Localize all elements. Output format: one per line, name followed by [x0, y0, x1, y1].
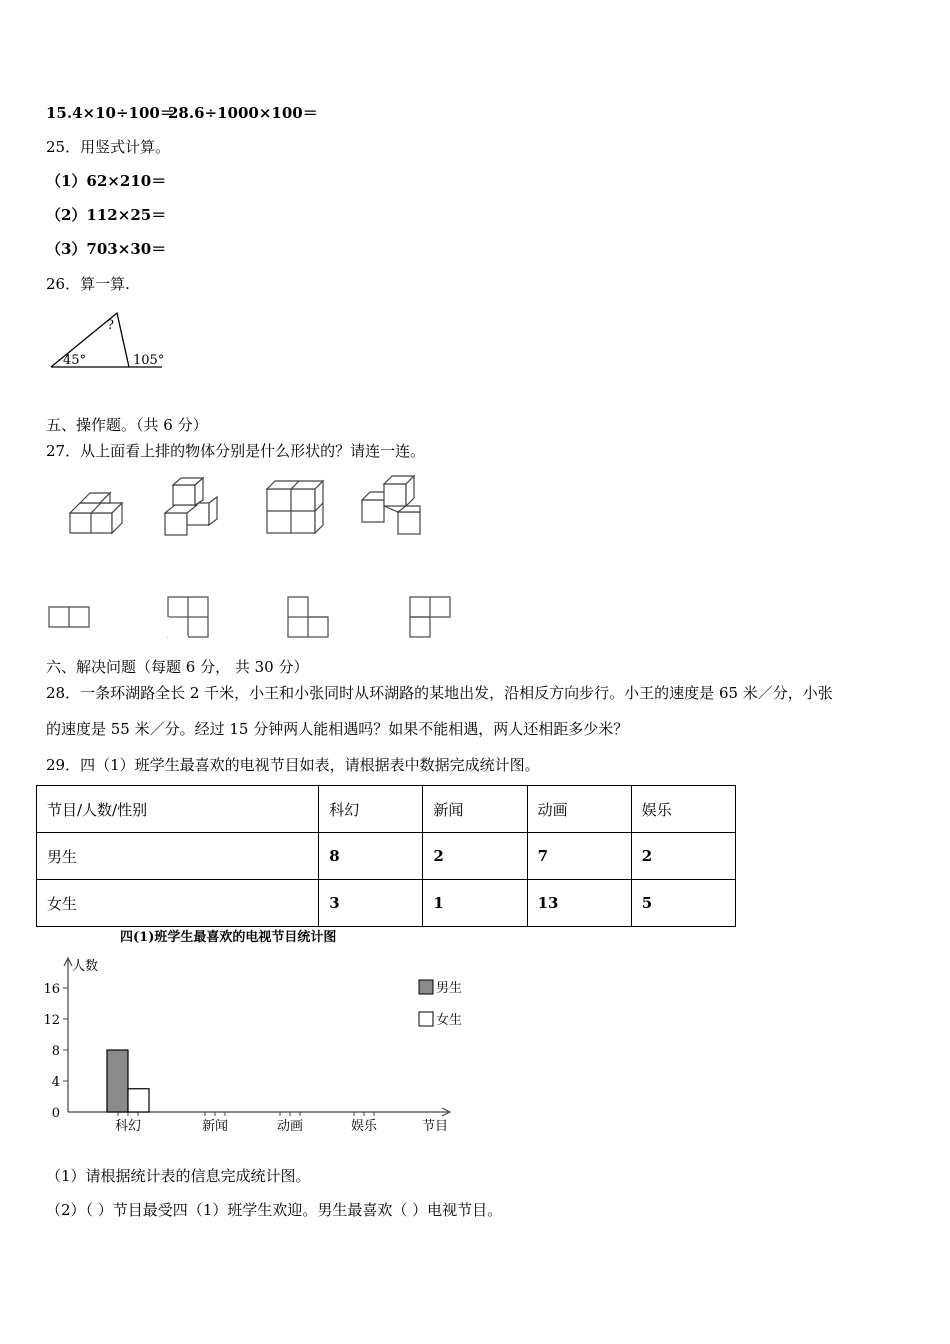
table-header-row — [37, 786, 736, 833]
q25-item-2: （2）112×25＝ — [46, 206, 167, 224]
legend-swatch-girls — [419, 1012, 433, 1026]
legend-label-girls: 女生 — [436, 1013, 463, 1028]
table-row-label: 女生 — [37, 880, 319, 927]
top-view-4 — [410, 597, 450, 637]
table-cell: 3 — [319, 880, 423, 927]
table-cell: 7 — [527, 833, 631, 880]
legend-label-boys: 男生 — [436, 981, 463, 996]
q28-line1: 28．一条环湖路全长 2 千米，小王和小张同时从环湖路的某地出发，沿相反方向步行。小王的速度是 65 米／分，小张 — [46, 684, 833, 702]
q26-title: 26．算一算. — [46, 275, 130, 293]
q29-sub1: （1）请根据统计表的信息完成统计图。 — [46, 1167, 311, 1185]
chart-title: 四(1)班学生最喜欢的电视节目统计图 — [120, 930, 337, 945]
cube-figures — [60, 470, 440, 540]
q27-title: 27．从上面看上排的物体分别是什么形状的？请连一连。 — [46, 442, 426, 460]
bar-boys — [107, 1050, 128, 1112]
legend-swatch-boys — [419, 980, 433, 994]
q24-expr1: 15.4×10÷100＝ — [46, 104, 175, 122]
triangle-angle-right: 105° — [133, 353, 165, 368]
table-header-cell: 动画 — [527, 786, 631, 833]
table-cell: 5 — [631, 880, 735, 927]
cube-figure-1 — [70, 493, 122, 533]
x-tick-label: 动画 — [276, 1119, 304, 1134]
y-tick-label: 8 — [51, 1044, 60, 1059]
table-row — [37, 880, 736, 927]
x-tick-label: 科幻 — [114, 1119, 142, 1134]
y-tick-label: 16 — [43, 982, 60, 997]
x-tick-label: 娱乐 — [350, 1119, 378, 1134]
q24-expr2: 28.6÷1000×100＝ — [168, 104, 318, 122]
table-cell: 8 — [319, 833, 423, 880]
table-cell: 2 — [423, 833, 527, 880]
section5-title: 五、操作题。（共 6 分） — [46, 416, 208, 434]
top-view-2 — [168, 597, 208, 637]
table-cell: 13 — [527, 880, 631, 927]
q25-title: 25．用竖式计算。 — [46, 138, 171, 156]
triangle-angle-left: 45° — [63, 353, 87, 368]
table-cell: 2 — [631, 833, 735, 880]
chart-ylabel: 人数 — [72, 959, 99, 974]
chart-xlabel: 节目 — [422, 1119, 449, 1134]
q29-title: 29．四（1）班学生最喜欢的电视节目如表，请根据表中数据完成统计图。 — [46, 756, 540, 774]
q25-item-3: （3）703×30＝ — [46, 240, 167, 258]
cube-figure-2 — [165, 478, 217, 535]
triangle-figure — [45, 305, 175, 375]
table-cell: 1 — [423, 880, 527, 927]
top-view-figures — [40, 590, 470, 645]
y-tick-label: 4 — [51, 1075, 60, 1090]
table-header-cell: 科幻 — [319, 786, 423, 833]
q28-line2: 的速度是 55 米／分。经过 15 分钟两人能相遇吗？如果不能相遇，两人还相距多少米？ — [46, 720, 629, 738]
top-view-1 — [49, 607, 89, 627]
q29-sub2: （2）（ ）节目最受四（1）班学生欢迎。男生最喜欢（ ）电视节目。 — [46, 1201, 503, 1219]
cube-figure-3 — [267, 481, 323, 533]
y-tick-label: 12 — [43, 1013, 60, 1028]
top-view-3 — [288, 597, 328, 637]
table-header-cell: 新闻 — [423, 786, 527, 833]
y-tick-label: 0 — [51, 1106, 60, 1121]
table-header-cell: 娱乐 — [631, 786, 735, 833]
table-row — [37, 833, 736, 880]
bar-chart — [38, 926, 478, 1142]
section6-title: 六、解决问题（每题 6 分， 共 30 分） — [46, 658, 309, 676]
table-row-label: 男生 — [37, 833, 319, 880]
x-tick-label: 新闻 — [201, 1119, 229, 1134]
chart-legend — [419, 980, 462, 1028]
stats-table — [36, 785, 736, 927]
triangle-angle-top: ? — [107, 318, 114, 333]
table-header-cell: 节目/人数/性别 — [37, 786, 319, 833]
q25-item-1: （1）62×210＝ — [46, 172, 167, 190]
bar-girls — [128, 1089, 149, 1112]
cube-figure-4 — [362, 476, 420, 534]
